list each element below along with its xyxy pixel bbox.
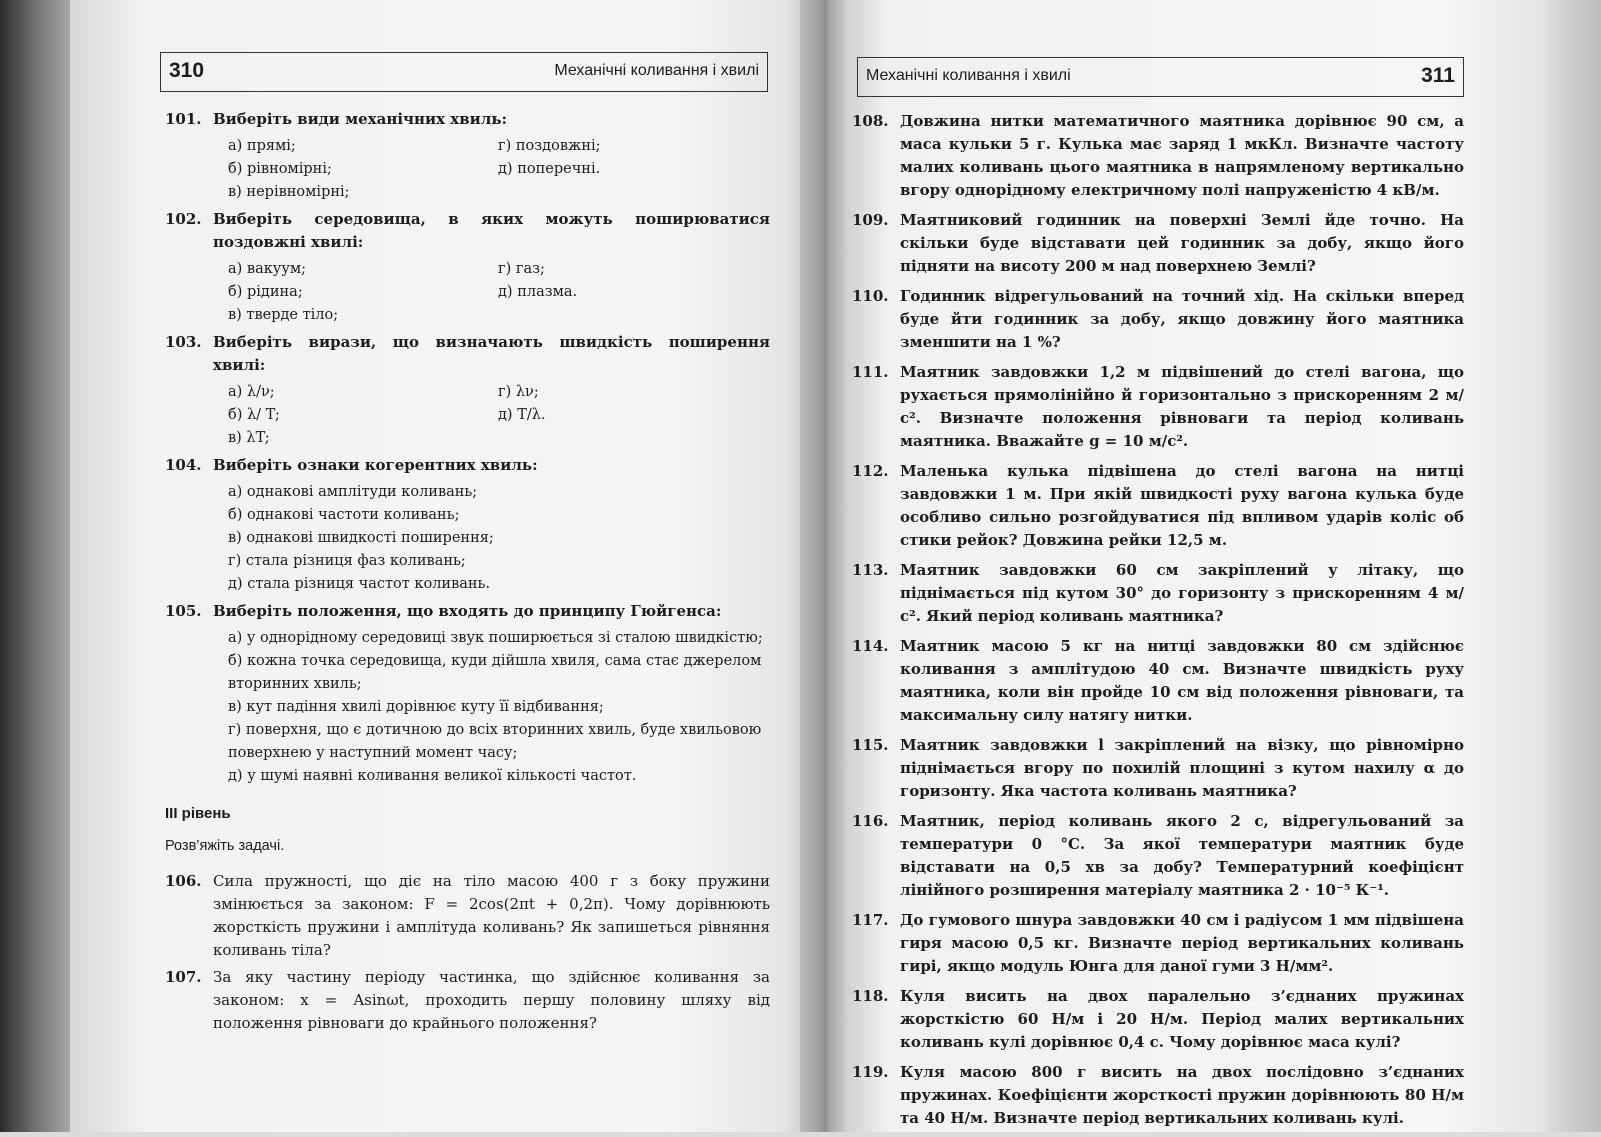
problem [852,559,1464,628]
problem-number: 103. [165,333,202,351]
answer-options [228,481,770,596]
problem-text: Маятник завдовжки 60 см закріплений у літаку, що піднімається під кутом 30° до горизонту з прискоренням 4 м/с². Який період коливань маятника? [900,561,1464,625]
problem-text: Маятник, період коливань якого 2 с, відрегульований за температури 0 °С. За якої температури маятник буде відставати на 0,5 хв за добу? Температурний коефіцієнт лінійного розширення матеріалу маятника 2 · 10⁻⁵ К⁻¹. [900,812,1464,899]
test-questions [165,108,770,788]
answer-option: б) однакові частоти коливань; [228,507,460,523]
answer-option: а) вакуум; [228,261,307,277]
problem-text: Маятник завдовжки 1,2 м підвішений до стелі вагона, що рухається прямолінійно й горизонтально з прискоренням 2 м/с². Визначте положення рівноваги та період коливань маятника. Вважайте g = 10 м/с². [900,363,1464,450]
problem-number: 105. [165,602,202,620]
book-edge-right [1545,0,1601,1132]
answer-option: д) плазма. [498,284,578,300]
problem-text: За яку частину періоду частинка, що здійснює коливання за законом: x = Asinωt, проходить першу половину шляху від положення рівноваги до крайнього положення? [213,968,770,1032]
right-page-content [852,110,1464,1137]
problem-text: Сила пружності, що діє на тіло масою 400 г з боку пружини змінюється за законом: F = 2cos(2πt + 0,2π). Чому дорівнюють жорсткість пружини і амплітуда коливань? Як запишеться рівняння коливань тіла? [213,872,770,959]
problem [852,209,1464,278]
problem [852,361,1464,453]
problem-text: Виберіть види механічних хвиль: [213,110,508,128]
answer-option: г) поверхня, що є дотичною до всіх вторинних хвиль, буде хвильовою поверхнею у наступний момент часу; [228,722,762,761]
problem-text: Маятник завдовжки l закріплений на візку, що рівномірно піднімається вгору по похилій площині з кутом нахилу α до горизонту. Яка частота коливань маятника? [900,736,1464,800]
answer-option: б) рівномірні; [228,161,332,177]
problem-number: 114. [852,637,889,655]
problem-text: Виберіть вирази, що визначають швидкість поширення хвилі: [213,333,770,374]
problem-text: Маятник масою 5 кг на нитці завдовжки 80 см здійснює коливання з амплітудою 40 см. Визначте швидкість руху маятника, коли він пройде 10 см від положення рівноваги, та максимальну силу натягу нитки. [900,637,1464,724]
left-page-header [160,52,768,92]
problem-number: 104. [165,456,202,474]
answer-option: д) поперечні. [498,161,601,177]
problem [852,985,1464,1054]
answer-option: в) λT; [228,430,270,446]
answer-option: в) кут падіння хвилі дорівнює куту її відбивання; [228,699,604,715]
left-page-content [165,108,770,1039]
problem-text: Маленька кулька підвішена до стелі вагона на нитці завдовжки 1 м. При якій швидкості руху вагона кулька буде особливо сильно розгойдуватися під впливом ударів коліс об стики рейок? Довжина рейки 12,5 м. [900,462,1464,549]
problem-text: Довжина нитки математичного маятника дорівнює 90 см, а маса кульки 5 г. Кулька має заряд 1 мкКл. Визначте частоту малих коливань цього маятника в напрямленому вертикально вгору однорідному електричному полі напруженістю 4 кВ/м. [900,112,1464,199]
problem-text: Годинник відрегульований на точний хід. На скільки вперед буде йти годинник за добу, якщо довжину його маятника зменшити на 1 %? [900,287,1464,351]
answer-options [228,258,770,327]
answer-options [228,381,770,450]
problem-number: 111. [852,363,889,381]
answer-option: д) у шумі наявні коливання великої кількості частот. [228,768,637,784]
problem [852,810,1464,902]
answer-option: б) рідина; [228,284,303,300]
problem-number: 108. [852,112,889,130]
problem [165,454,770,477]
problem-number: 115. [852,736,889,754]
right-page-header [857,57,1464,97]
answer-option: а) прямі; [228,138,296,154]
problem-number: 117. [852,911,889,929]
answer-option: а) однакові амплітуди коливань; [228,484,478,500]
answer-option: б) кожна точка середовища, куди дійшла хвиля, сама стає джерелом вторинних хвиль; [228,653,762,692]
answer-option: а) λ/ν; [228,384,275,400]
problem-number: 119. [852,1063,889,1081]
answer-option: д) стала різниця частот коливань. [228,576,491,592]
problem-text: Виберіть положення, що входять до принципу Гюйгенса: [213,602,722,620]
problem-text: До гумового шнура завдовжки 40 см і радіусом 1 мм підвішена гиря масою 0,5 кг. Визначте період вертикальних коливань гирі, якщо модуль Юнга для даної гуми 3 Н/мм². [900,911,1464,975]
answer-option: в) однакові швидкості поширення; [228,530,494,546]
problem-text: Маятниковий годинник на поверхні Землі йде точно. На скільки буде відставати цей годинник за добу, якщо його підняти на висоту 200 м над поверхнею Землі? [900,211,1464,275]
problem-number: 118. [852,987,889,1005]
problem [852,635,1464,727]
problem [852,110,1464,202]
book-gutter [800,0,850,1132]
problem-text: Куля масою 800 г висить на двох послідовно з’єднаних пружинах. Коефіцієнти жорсткості пружин дорівнюють 80 Н/м та 40 Н/м. Визначте період вертикальних коливань кулі. [900,1063,1464,1127]
answer-options [228,135,770,204]
problem [165,966,770,1035]
problem-number: 106. [165,872,202,890]
problem [852,285,1464,354]
problem-number: 107. [165,968,202,986]
answer-option: а) у однорідному середовиці звук поширюється зі сталою швидкістю; [228,630,763,646]
answer-option: в) нерівномірні; [228,184,350,200]
problem-list [852,110,1464,1130]
task-list [165,870,770,1035]
level-heading: III рівень [165,805,231,822]
problem-number: 101. [165,110,202,128]
problem-text: Куля висить на двох паралельно з’єднаних пружинах жорсткістю 60 Н/м і 20 Н/м. Період малих вертикальних коливань кулі дорівнює 0,4 с. Чому дорівнює маса кулі? [900,987,1464,1051]
answer-option: г) поздовжні; [498,138,601,154]
answer-option: г) стала різниця фаз коливань; [228,553,466,569]
problem-text: Виберіть ознаки когерентних хвиль: [213,456,538,474]
problem [165,331,770,377]
problem [165,108,770,131]
page-number-left: 310 [169,59,205,82]
answer-options [228,627,770,788]
problem [852,734,1464,803]
problem-number: 102. [165,210,202,228]
problem [165,600,770,623]
problem-number: 109. [852,211,889,229]
problem [852,460,1464,552]
running-title-left: Механічні коливання і хвилі [554,62,759,79]
answer-option: б) λ/ T; [228,407,280,423]
answer-option: д) T/λ. [498,407,546,423]
problem-number: 110. [852,287,889,305]
problem [165,208,770,254]
answer-option: г) газ; [498,261,545,277]
problem-number: 112. [852,462,889,480]
problem-number: 116. [852,812,889,830]
problem [852,909,1464,978]
problem [852,1061,1464,1130]
running-title-right: Механічні коливання і хвилі [866,67,1071,84]
instruction-text: Розв’яжіть задачі. [165,838,285,854]
problem-text: Виберіть середовища, в яких можуть поширюватися поздовжні хвилі: [213,210,770,251]
problem [165,870,770,962]
answer-option: в) тверде тіло; [228,307,339,323]
page-number-right: 311 [1421,64,1455,87]
problem-number: 113. [852,561,889,579]
answer-option: г) λν; [498,384,539,400]
